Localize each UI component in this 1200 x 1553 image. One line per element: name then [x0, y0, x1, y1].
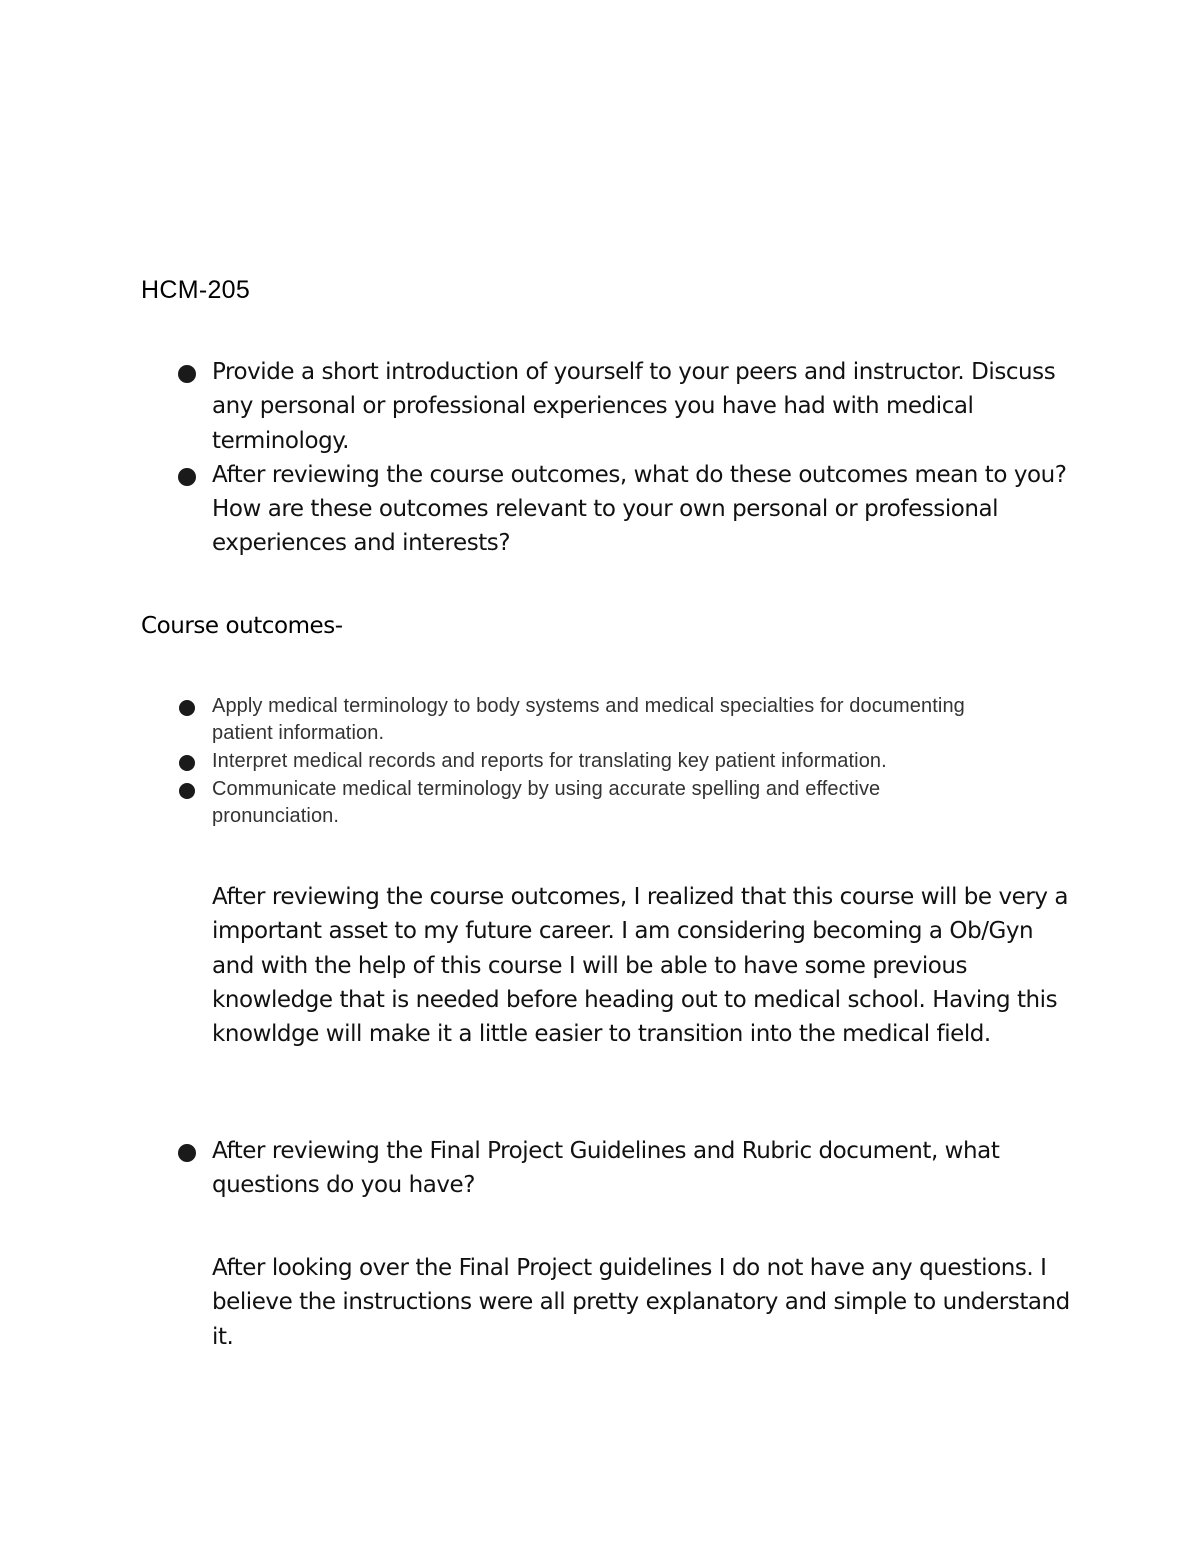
list-item [0, 355, 1080, 458]
bullet-icon [178, 1144, 196, 1162]
course-outcomes-heading: Course outcomes- [141, 613, 343, 639]
prompt-text: Provide a short introduction of yourself to your peers and instructor. Discuss any personal or professional experiences you have had with medical terminology. [212, 359, 1056, 454]
list-item [0, 458, 1080, 561]
final-project-prompt-list [0, 1134, 1080, 1203]
bullet-icon [178, 365, 196, 383]
list-item [0, 693, 1010, 747]
bullet-icon [179, 700, 195, 716]
list-item [0, 776, 1010, 830]
outcome-text: Apply medical terminology to body systems and medical specialties for documenting patient information. [212, 695, 965, 744]
final-project-answer-paragraph: After looking over the Final Project guidelines I do not have any questions. I believe the instructions were all pretty explanatory and simple to understand it. [212, 1255, 1070, 1350]
outcomes-answer-paragraph: After reviewing the course outcomes, I realized that this course will be very a important asset to my future career. I am considering becoming a Ob/Gyn and with the help of this course I will be able to have some previous knowledge that is needed before heading out to medical school. Having this knowldge will make it a little easier to transition into the medical field. [212, 884, 1069, 1048]
bullet-icon [179, 755, 195, 771]
bullet-icon [179, 783, 195, 799]
outcome-text: Interpret medical records and reports for translating key patient information. [212, 750, 887, 772]
list-item [0, 1134, 1080, 1203]
discussion-prompts-list [0, 355, 1080, 561]
course-outcomes-list [0, 693, 1010, 830]
bullet-icon [178, 468, 196, 486]
outcome-text: Communicate medical terminology by using accurate spelling and effective pronunciation. [212, 778, 881, 827]
course-code-heading: HCM-205 [141, 276, 251, 304]
prompt-text: After reviewing the Final Project Guidelines and Rubric document, what questions do you have? [212, 1138, 1000, 1199]
prompt-text: After reviewing the course outcomes, what do these outcomes mean to you? How are these outcomes relevant to your own personal or professional experiences and interests? [212, 461, 1067, 557]
list-item [0, 748, 1010, 775]
